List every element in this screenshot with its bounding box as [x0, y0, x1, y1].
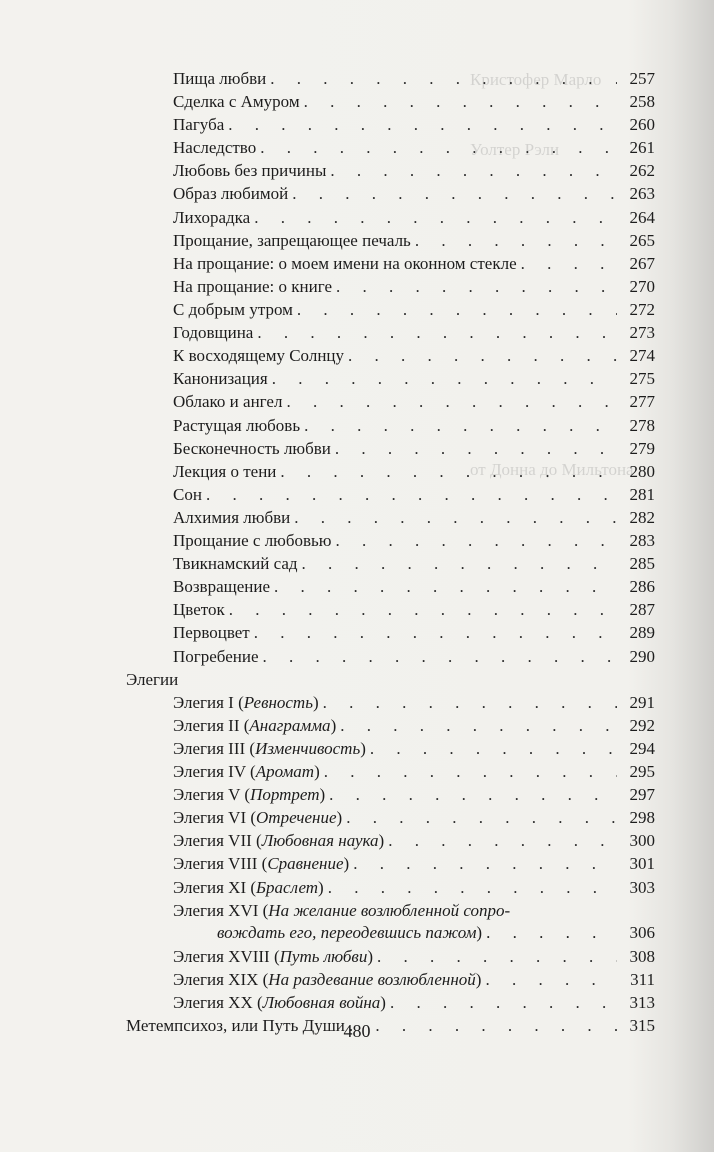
dot-leader	[377, 946, 617, 968]
toc-entry-page: 286	[629, 577, 655, 596]
dot-leader	[370, 738, 617, 760]
toc-entry-elegy	[173, 877, 655, 899]
toc-entry-title: Элегия XI (Браслет)	[173, 878, 324, 897]
dot-leader	[270, 68, 617, 90]
toc-entry-page: 275	[629, 369, 655, 388]
dot-leader	[206, 484, 617, 506]
toc-entry-title: Пища любви	[173, 69, 267, 88]
toc-entry-elegy	[173, 992, 655, 1014]
dot-leader	[263, 646, 617, 668]
dot-leader	[388, 830, 617, 852]
toc-entry	[173, 484, 655, 506]
show-through-text: Уолтер Рэли	[470, 140, 560, 159]
toc-entry-page: 287	[629, 600, 655, 619]
dot-leader	[415, 230, 617, 252]
toc-entry-elegy	[173, 969, 655, 991]
toc-entry-page: 303	[629, 878, 655, 897]
toc-entry	[173, 68, 655, 90]
toc-entry-elegy	[173, 807, 655, 829]
toc-entry	[173, 391, 655, 413]
dot-leader	[336, 276, 617, 298]
toc-entry	[173, 646, 655, 668]
toc-entry	[173, 137, 655, 159]
toc-entry-title: Пагуба	[173, 115, 225, 134]
toc-entry-title: Любовь без причины	[173, 161, 327, 180]
toc-entry-title: Годовщина	[173, 323, 254, 342]
toc-entry	[173, 622, 655, 644]
dot-leader	[330, 160, 617, 182]
toc-entry-title: Образ любимой	[173, 184, 289, 203]
toc-entry-title: Элегия III (Изменчивость)	[173, 739, 366, 758]
toc-entry-elegy	[173, 900, 655, 944]
dot-leader	[302, 553, 617, 575]
toc-entry-page: 290	[629, 647, 655, 666]
dot-leader	[254, 207, 617, 229]
dot-leader	[324, 761, 617, 783]
toc-entry-title: Метемпсихоз, или Путь Души	[126, 1016, 345, 1035]
toc-entry	[173, 299, 655, 321]
toc-entry-title: С добрым утром	[173, 300, 293, 319]
toc-entry-page: 298	[629, 808, 655, 827]
toc-entry-title: Сделка с Амуром	[173, 92, 300, 111]
toc-entry-page: 301	[629, 854, 655, 873]
toc-entry-page: 289	[629, 623, 655, 642]
dot-leader	[274, 576, 617, 598]
toc-entry-page: 273	[629, 323, 655, 342]
toc-entry-page: 270	[629, 277, 655, 296]
toc-entry-title: Растущая любовь	[173, 416, 301, 435]
toc-entry-page: 280	[629, 462, 655, 481]
dot-leader	[304, 91, 617, 113]
toc-entry-title: Первоцвет	[173, 623, 250, 642]
toc-entry-page: 278	[629, 416, 655, 435]
toc-entry-title: Элегия V (Портрет)	[173, 785, 326, 804]
toc-entry	[173, 345, 655, 367]
dot-leader	[390, 992, 617, 1014]
toc-entry-title: Прощание с любовью	[173, 531, 332, 550]
toc-entry-page: 279	[629, 439, 655, 458]
toc-entry-title: Алхимия любви	[173, 508, 291, 527]
toc-entry	[173, 507, 655, 529]
toc-entry-title: Элегия XIX (На раздевание возлюбленной)	[173, 970, 482, 989]
toc-entry-elegy	[173, 853, 655, 875]
toc-entry-page: 263	[629, 184, 655, 203]
dot-leader	[292, 183, 617, 205]
toc-entry-title: Цветок	[173, 600, 225, 619]
toc-entry-title: Элегия VII (Любовная наука)	[173, 831, 385, 850]
toc-entry-page: 272	[629, 300, 655, 319]
toc-entry-title: Облако и ангел	[173, 392, 283, 411]
toc-entry-title: На прощание: о книге	[173, 277, 333, 296]
dot-leader	[323, 692, 617, 714]
toc-entry-title: Элегия I (Ревность)	[173, 693, 319, 712]
toc-entry-title: Наследство	[173, 138, 257, 157]
dot-leader	[294, 507, 617, 529]
toc-entry	[173, 322, 655, 344]
toc-entry	[173, 530, 655, 552]
dot-leader	[329, 784, 617, 806]
toc-entry	[173, 183, 655, 205]
show-through-text: Кристофер Марло	[470, 70, 602, 89]
toc-entry-title: Лихорадка	[173, 208, 251, 227]
toc-entry-elegy	[173, 715, 655, 737]
toc-entry	[173, 253, 655, 275]
toc-entry-page: 300	[629, 831, 655, 850]
toc-entry-page: 282	[629, 508, 655, 527]
dot-leader	[335, 438, 617, 460]
dot-leader	[280, 461, 617, 483]
toc-entry-title: Элегия II (Анаграмма)	[173, 716, 337, 735]
toc-entry-page: 294	[629, 739, 655, 758]
toc-entry-page: 261	[629, 138, 655, 157]
toc-entry	[173, 599, 655, 621]
toc-entry	[173, 276, 655, 298]
toc-entry-page: 281	[629, 485, 655, 504]
section-heading: Элегии	[126, 670, 179, 689]
dot-leader	[304, 415, 617, 437]
toc-entry-page: 315	[629, 1016, 655, 1035]
toc-entry-page: 285	[629, 554, 655, 573]
dot-leader	[340, 715, 617, 737]
dot-leader	[260, 137, 617, 159]
toc-entry	[173, 415, 655, 437]
dot-leader	[297, 299, 617, 321]
dot-leader	[254, 622, 617, 644]
dot-leader	[257, 322, 617, 344]
toc-entry	[173, 207, 655, 229]
toc-entry-title: Сон	[173, 485, 202, 504]
toc-entry-page: 258	[629, 92, 655, 111]
toc-entry-page: 306	[629, 923, 655, 942]
toc-entry-elegy	[173, 692, 655, 714]
toc-entry-title: Элегия XVIII (Путь любви)	[173, 947, 373, 966]
toc-entry-title: К восходящему Солнцу	[173, 346, 345, 365]
toc-entry-page: 274	[629, 346, 655, 365]
toc-entry	[173, 461, 655, 483]
toc-entry-page: 260	[629, 115, 655, 134]
toc-entry	[173, 91, 655, 113]
toc-entry-elegy	[173, 946, 655, 968]
toc-entry-title: Твикнамский сад	[173, 554, 298, 573]
toc-entry-elegy	[173, 830, 655, 852]
toc-entry-elegy	[173, 761, 655, 783]
dot-leader	[353, 853, 617, 875]
page-number: 480	[343, 1021, 371, 1041]
dot-leader	[485, 969, 617, 991]
toc-entry-title: На прощание: о моем имени на оконном стекле	[173, 254, 517, 273]
toc-entry-title-continued: вождать его, переодевшись пажом) . . . 306	[173, 922, 655, 944]
toc-entry-page: 267	[629, 254, 655, 273]
toc-entry	[173, 230, 655, 252]
toc-entry-page: 313	[629, 993, 655, 1012]
toc-entry-title: Элегия VIII (Сравнение)	[173, 854, 350, 873]
toc-entry-page: 308	[629, 947, 655, 966]
toc-entry-title: Элегия VI (Отречение)	[173, 808, 343, 827]
dot-leader	[229, 599, 617, 621]
dot-leader	[328, 877, 617, 899]
toc-entry-page: 265	[629, 231, 655, 250]
toc-entry-title: Элегия XVI (На желание возлюбленной сопро-	[173, 901, 511, 920]
dot-leader	[348, 345, 617, 367]
show-through-text: от Донна до Мильтона	[470, 460, 634, 479]
toc-entry-page: 311	[630, 970, 655, 989]
toc-entry-title: Бесконечность любви	[173, 439, 331, 458]
dot-leader	[228, 114, 617, 136]
toc-entry-page: 262	[629, 161, 655, 180]
dot-leader	[286, 391, 617, 413]
dot-leader	[272, 368, 617, 390]
toc-entry-title: Прощание, запрещающее печаль	[173, 231, 411, 250]
toc-entry-title: Элегия XX (Любовная война)	[173, 993, 386, 1012]
toc-entry-elegy	[173, 784, 655, 806]
toc-entry-page: 297	[629, 785, 655, 804]
toc-entry-elegy	[173, 738, 655, 760]
dot-leader	[521, 253, 617, 275]
toc-entry	[173, 114, 655, 136]
toc-entry	[173, 160, 655, 182]
dot-leader	[336, 530, 617, 552]
toc-entry-page: 264	[629, 208, 655, 227]
toc-entry-page: 257	[629, 69, 655, 88]
toc-entry	[173, 368, 655, 390]
toc-entry-page: 292	[629, 716, 655, 735]
toc-entry-title: Лекция о тени	[173, 462, 277, 481]
toc-entry-title: Элегия IV (Аромат)	[173, 762, 320, 781]
toc-entry-page: 277	[629, 392, 655, 411]
toc-entry	[173, 553, 655, 575]
toc-entry-title: Возвращение	[173, 577, 271, 596]
toc-entry	[173, 576, 655, 598]
toc-entry	[173, 438, 655, 460]
toc-entry-title: Канонизация	[173, 369, 268, 388]
toc-entry-page: 283	[629, 531, 655, 550]
toc-entry-page: 295	[629, 762, 655, 781]
dot-leader	[486, 922, 617, 944]
dot-leader	[346, 807, 617, 829]
toc-entry-page: 291	[629, 693, 655, 712]
toc-entry-title: Погребение	[173, 647, 259, 666]
